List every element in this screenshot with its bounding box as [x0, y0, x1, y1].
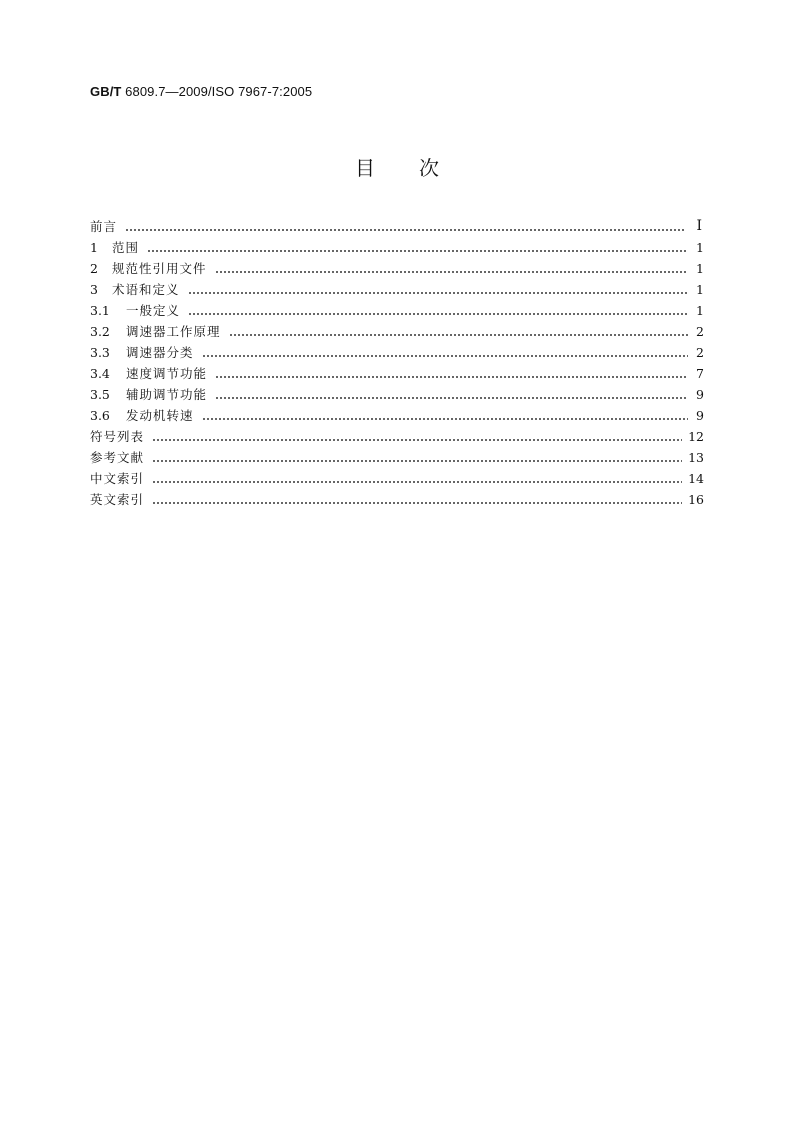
toc-entry-page: 16 [688, 492, 704, 507]
toc-entry-number: 3.3 [90, 345, 110, 360]
toc-entry-page: 9 [696, 387, 704, 402]
toc-entry-page: 13 [688, 450, 704, 465]
toc-entry-number: 1 [90, 240, 98, 255]
toc-entry-label: 发动机转速 [126, 408, 194, 423]
toc-entry-auxiliary-governing[interactable] [90, 384, 704, 405]
toc-entry-number: 3.2 [90, 324, 110, 339]
toc-entry-page: 9 [696, 408, 704, 423]
toc-entry-page: 1 [696, 240, 704, 255]
toc-entry-foreword[interactable] [90, 216, 704, 237]
toc-entry-label: 速度调节功能 [126, 366, 208, 381]
toc-leader-dots [215, 363, 688, 384]
toc-entry-scope[interactable] [90, 237, 704, 258]
toc-leader-dots [147, 237, 688, 258]
toc-entry-speed-governing[interactable] [90, 363, 704, 384]
document-header [90, 84, 312, 99]
toc-entry-terms-definitions[interactable] [90, 279, 704, 300]
toc-entry-label: 符号列表 [90, 429, 145, 444]
toc-entry-general-definitions[interactable] [90, 300, 704, 321]
toc-entry-page: 14 [688, 471, 704, 486]
toc-entry-symbols[interactable] [90, 426, 704, 447]
toc-leader-dots [125, 216, 686, 237]
toc-entry-bibliography[interactable] [90, 447, 704, 468]
toc-entry-number: 3.6 [90, 408, 110, 423]
toc-entry-label: 中文索引 [90, 471, 145, 486]
title-char-1: 目 [355, 156, 375, 180]
toc-entry-page: 1 [696, 261, 704, 276]
toc-entry-page: 1 [696, 303, 704, 318]
toc-entry-governor-principle[interactable] [90, 321, 704, 342]
toc-leader-dots [152, 468, 682, 489]
toc-leader-dots [202, 342, 688, 363]
toc-entry-page: 2 [696, 324, 704, 339]
table-of-contents [90, 216, 704, 510]
toc-entry-label: 范围 [112, 240, 140, 255]
toc-leader-dots [188, 279, 688, 300]
title-char-2: 次 [419, 156, 439, 180]
toc-entry-engine-speed[interactable] [90, 405, 704, 426]
toc-leader-dots [188, 300, 688, 321]
toc-entry-page: 12 [688, 429, 704, 444]
toc-entry-label: 参考文献 [90, 450, 145, 465]
toc-entry-label: 一般定义 [126, 303, 181, 318]
toc-entry-label: 术语和定义 [112, 282, 180, 297]
toc-entry-number: 3.1 [90, 303, 110, 318]
toc-leader-dots [229, 321, 688, 342]
toc-entry-chinese-index[interactable] [90, 468, 704, 489]
toc-entry-label: 调速器分类 [126, 345, 194, 360]
toc-entry-english-index[interactable] [90, 489, 704, 510]
toc-entry-label: 规范性引用文件 [112, 261, 207, 276]
standard-number: 6809.7—2009/ISO 7967-7:2005 [125, 84, 313, 99]
toc-entry-page: 1 [696, 282, 704, 297]
toc-leader-dots [152, 426, 682, 447]
toc-leader-dots [202, 405, 688, 426]
toc-entry-page: 7 [696, 366, 704, 381]
toc-entry-label: 辅助调节功能 [126, 387, 208, 402]
page-title [0, 152, 794, 181]
toc-leader-dots [215, 384, 688, 405]
toc-entry-page: Ⅰ [696, 218, 702, 234]
toc-entry-number: 3.4 [90, 366, 110, 381]
toc-leader-dots [152, 489, 682, 510]
toc-entry-normative-references[interactable] [90, 258, 704, 279]
toc-entry-label: 调速器工作原理 [126, 324, 221, 339]
toc-entry-number: 2 [90, 261, 98, 276]
toc-leader-dots [215, 258, 688, 279]
toc-entry-number: 3 [90, 282, 98, 297]
toc-leader-dots [152, 447, 682, 468]
toc-entry-number: 3.5 [90, 387, 110, 402]
toc-entry-label: 前言 [90, 219, 118, 234]
toc-entry-governor-classification[interactable] [90, 342, 704, 363]
standard-code: GB/T [90, 84, 122, 99]
toc-entry-page: 2 [696, 345, 704, 360]
toc-entry-label: 英文索引 [90, 492, 145, 507]
